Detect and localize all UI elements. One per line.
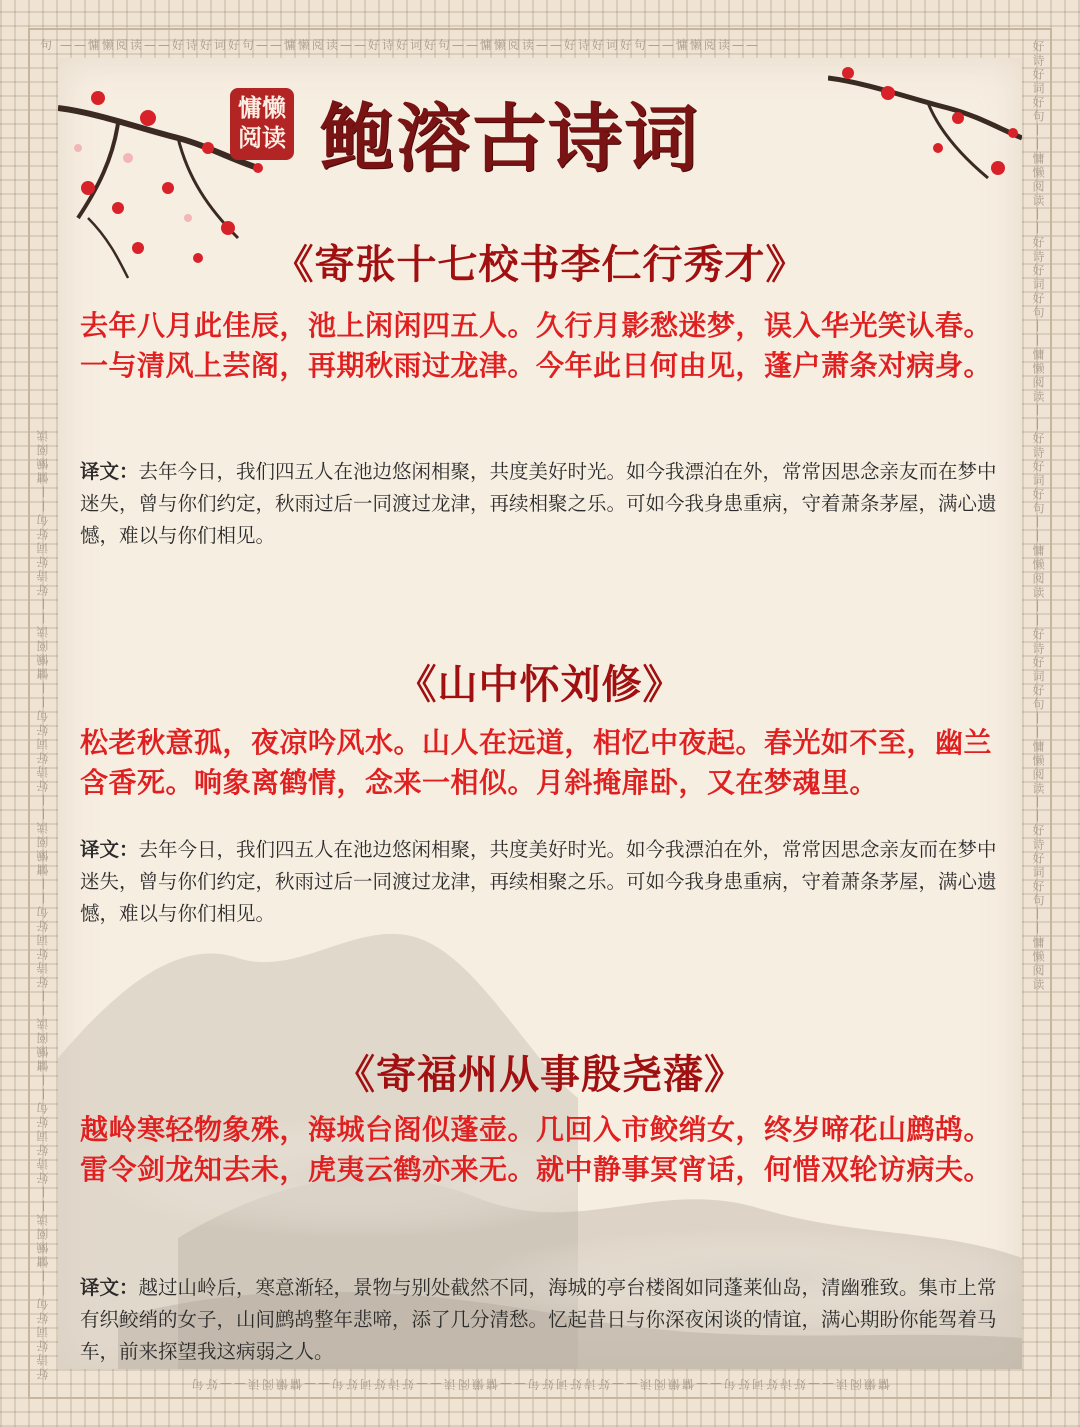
poem-body: 去年八月此佳辰，池上闲闲四五人。久行月影愁迷梦，误入华光笑认春。一与清风上芸阁，再期秋雨过龙津。今年此日何由见，蓬户萧条对病身。 [80,309,993,382]
poem-title: 《寄福州从事殷尧藩》 [335,1052,745,1098]
border-text-left: 好诗好词好句——慵懒阅读——好诗好词好句——慵懒阅读——好诗好词好句——慵懒阅读——好诗好词好句——慵懒阅读——好诗好词好句——慵懒阅读 [36,428,50,1380]
poem-title: 《寄张十七校书李仁行秀才》 [273,242,807,288]
poem-body: 松老秋意孤，夜凉吟风水。山人在远道，相忆中夜起。春光如不至，幽兰含香死。响象离鹤情，念来一相似。月斜掩扉卧，又在梦魂里。 [80,726,993,799]
translation-text: 去年今日，我们四五人在池边悠闲相聚，共度美好时光。如今我漂泊在外，常常因思念亲友而在梦中迷失，曾与你们约定，秋雨过后一同渡过龙津，再续相聚之乐。可如今我身患重病，守着萧条茅屋，满心遗憾，难以与你们相见。 [80,460,997,547]
poem-body: 越岭寒轻物象殊，海城台阁似蓬壶。几回入市鲛绡女，终岁啼花山鹧鸪。雷令剑龙知去未，虎夷云鹤亦来无。就中静事冥宵话，何惜双轮访病夫。 [80,1113,993,1186]
plum-blossom-branch-right [828,58,1022,208]
translation-text: 越过山岭后，寒意渐轻，景物与别处截然不同，海城的亭台楼阁如同蓬莱仙岛，清幽雅致。集市上常有织鲛绡的女子，山间鹧鸪整年悲啼，添了几分清愁。忆起昔日与你深夜闲谈的情谊，满心期盼你能驾着马车，前来探望我这病弱之人。 [80,1276,997,1363]
border-text-bottom: 慵懒阅读——好诗好词好句——慵懒阅读——好诗好词好句——慵懒阅读——好诗好词好句——慵懒阅读——好句 [190,1377,891,1391]
seal-stamp [230,88,294,160]
border-text-right: 好诗好词好句——慵懒阅读——好诗好词好句——慵懒阅读——好诗好词好句——慵懒阅读——好诗好词好句——慵懒阅读——好诗好词好句——慵懒阅读 [1031,40,1045,992]
poem-title: 《山中怀刘修》 [396,662,684,708]
border-text-top: 句 ——慵懒阅读——好诗好词好句——慵懒阅读——好诗好词好句——慵懒阅读——好诗好词好句——慵懒阅读—— [40,38,760,52]
translation-label: 译文： [80,460,139,483]
poem-translation [80,834,1010,930]
page-title: 鲍溶古诗词 [320,96,700,182]
poem-translation [80,1272,1010,1368]
paper-background [58,58,1022,1369]
poem-translation [80,456,1010,552]
translation-label: 译文： [80,1276,139,1299]
translation-label: 译文： [80,838,139,861]
translation-text: 去年今日，我们四五人在池边悠闲相聚，共度美好时光。如今我漂泊在外，常常因思念亲友而在梦中迷失，曾与你们约定，秋雨过后一同渡过龙津，再续相聚之乐。可如今我身患重病，守着萧条茅屋，满心遗憾，难以与你们相见。 [80,838,997,925]
seal-text: 慵懒阅读 [238,93,286,152]
